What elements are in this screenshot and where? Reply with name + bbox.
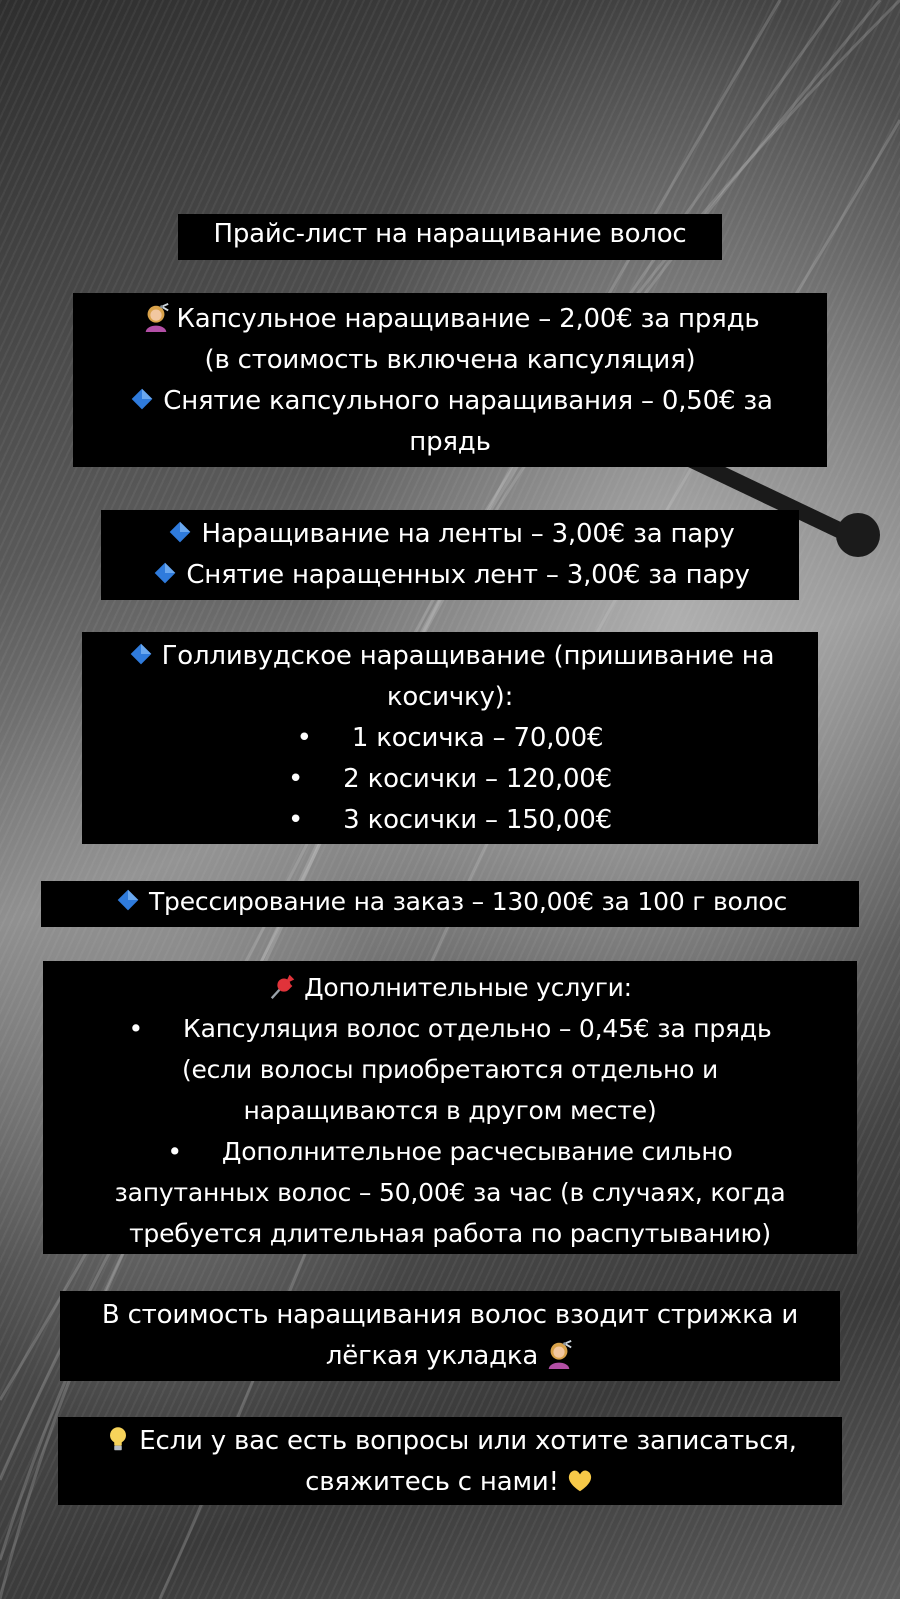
tapes-line-2	[101, 555, 799, 596]
bullet: •	[296, 723, 312, 753]
bullet: •	[167, 1137, 182, 1166]
capsule-section	[73, 293, 827, 467]
small-blue-diamond-icon	[113, 885, 143, 915]
tressing-line	[41, 881, 859, 922]
extra-services-section	[43, 961, 857, 1254]
yellow-heart-icon	[565, 1465, 595, 1495]
contact-line-1	[58, 1421, 842, 1462]
hollywood-section	[82, 632, 818, 844]
tapes-section	[101, 510, 799, 600]
woman-getting-haircut-icon	[141, 302, 171, 332]
hollywood-title: Голливудское наращивание (пришивание на	[161, 641, 775, 671]
light-bulb-icon	[103, 1424, 133, 1454]
contact-section	[58, 1417, 842, 1505]
tapes-removal-price: Снятие нарaщенных лент – 3,00€ за пару	[186, 560, 750, 590]
capsule-price: Капсульное наращивание – 2,00€ за прядь	[176, 304, 760, 334]
title-box	[178, 214, 722, 260]
extra-heading: Дополнительные услуги:	[304, 973, 632, 1002]
contact-cta: свяжитесь с нами!	[305, 1467, 559, 1497]
extra-item-1-line-3: наращиваются в другом месте)	[243, 1096, 657, 1125]
tressing-section	[41, 881, 859, 927]
hollywood-line-1	[82, 636, 818, 677]
tressing-price: Трессирование на заказ – 130,00€ за 100 г волос	[148, 887, 787, 916]
page-title: Прайс-лист на наращивание волос	[213, 219, 687, 249]
hollywood-price-1: 1 косичка – 70,00€	[351, 723, 604, 753]
capsule-line-3	[73, 381, 827, 422]
included-line-1: В стоимость наращивания волос взодит стрижка и	[101, 1300, 799, 1330]
contact-text: Если у вас есть вопросы или хотите записаться,	[139, 1426, 797, 1456]
hollywood-price-3: 3 косички – 150,00€	[343, 805, 612, 835]
hollywood-item-1	[82, 718, 818, 759]
bullet: •	[288, 764, 304, 794]
tapes-line-1	[101, 514, 799, 555]
contact-line-2	[58, 1462, 842, 1503]
extra-item-2-line-2: запутанных волос – 50,00€ за час (в случаях, когда	[114, 1178, 786, 1207]
extra-item-1-line-1	[43, 1008, 857, 1049]
detangling-title: Дополнительное расчесывание сильно	[221, 1137, 733, 1166]
capsule-removal-price: Снятие капсульного наращивания – 0,50€ за	[163, 386, 773, 416]
capsule-line-2: (в стоимость включена капсуляция)	[204, 345, 696, 375]
hollywood-item-3	[82, 800, 818, 841]
small-blue-diamond-icon	[150, 558, 180, 588]
hollywood-line-2: косичку):	[386, 682, 514, 712]
included-line-2	[60, 1336, 840, 1377]
hair-clip	[836, 513, 880, 557]
hollywood-price-2: 2 косички – 120,00€	[343, 764, 612, 794]
tapes-price: Наращивание на ленты – 3,00€ за пару	[201, 519, 735, 549]
small-blue-diamond-icon	[126, 639, 156, 669]
small-blue-diamond-icon	[127, 384, 157, 414]
capsule-line-4: прядь	[409, 427, 491, 457]
extra-item-2-line-3: требуется длительная работа по распутыванию)	[129, 1219, 771, 1248]
capsule-line-1	[73, 299, 827, 340]
included-section	[60, 1291, 840, 1381]
small-blue-diamond-icon	[165, 517, 195, 547]
extra-item-2-line-1	[43, 1131, 857, 1172]
pushpin-icon	[268, 971, 298, 1001]
capsulation-price: Капсуляция волос отдельно – 0,45€ за прядь	[183, 1014, 772, 1043]
included-text: лёгкая укладка	[325, 1341, 539, 1371]
extra-heading-line	[43, 967, 857, 1008]
bullet: •	[128, 1014, 144, 1043]
woman-getting-haircut-icon	[544, 1339, 574, 1369]
hollywood-item-2	[82, 759, 818, 800]
bullet: •	[288, 805, 304, 835]
extra-item-1-line-2: (если волосы приобретаются отдельно и	[181, 1055, 719, 1084]
